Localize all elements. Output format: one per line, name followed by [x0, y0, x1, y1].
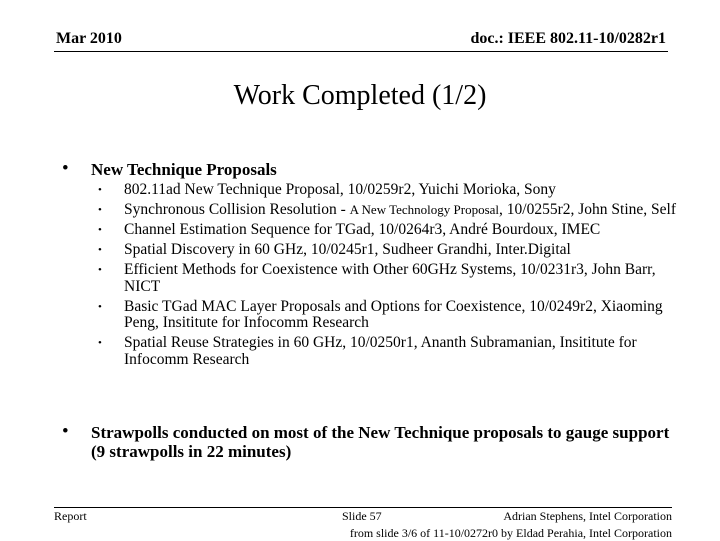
bullet-dot-icon: • — [98, 300, 102, 313]
bullet-dot-icon: • — [62, 421, 69, 442]
header-divider — [54, 51, 668, 52]
bullet-dot-icon: • — [98, 184, 102, 196]
list-item — [98, 335, 678, 368]
list-item — [98, 182, 678, 199]
proposal-list — [98, 182, 678, 372]
footer-author: Adrian Stephens, Intel Corporation — [503, 509, 672, 523]
bullet-dot-icon: • — [98, 224, 102, 236]
bullet-dot-icon: • — [98, 337, 102, 349]
list-item-text: Basic TGad MAC Layer Proposals and Options for Coexistence, 10/0249r2, Xiaoming Peng, Insititute for Infocomm Research — [124, 297, 663, 331]
bullet-dot-icon: • — [62, 158, 69, 179]
bullet-strawpolls: Strawpolls conducted on most of the New Technique proposals to gauge support (9 strawpolls in 22 minutes) — [91, 423, 670, 461]
list-item — [98, 299, 678, 332]
list-item — [98, 262, 678, 295]
footer-divider — [54, 507, 672, 508]
list-item-text: Spatial Reuse Strategies in 60 GHz, 10/0250r1, Ananth Subramanian, Insititute for Infocomm Research — [124, 334, 637, 368]
header-doc-number: doc.: IEEE 802.11-10/0282r1 — [470, 30, 666, 47]
bullet-dot-icon: • — [98, 264, 102, 276]
bullet-new-technique-proposals: New Technique Proposals — [91, 160, 277, 179]
footer-report-label: Report — [54, 509, 87, 523]
list-item-text: Spatial Discovery in 60 GHz, 10/0245r1, Sudheer Grandhi, Inter.Digital — [124, 241, 571, 258]
list-item-text: Channel Estimation Sequence for TGad, 10/0264r3, André Bourdoux, IMEC — [124, 221, 601, 238]
list-item — [98, 222, 678, 239]
list-item-text: 802.11ad New Technique Proposal, 10/0259r2, Yuichi Morioka, Sony — [124, 181, 556, 198]
bullet-dot-icon: • — [98, 244, 102, 256]
list-item-text-small: A New Technology Proposal — [349, 202, 500, 217]
list-item — [98, 242, 678, 259]
slide-title: Work Completed (1/2) — [233, 80, 487, 111]
footer-slide-number: Slide 57 — [342, 509, 382, 523]
list-item — [98, 202, 678, 219]
list-item-text: Efficient Methods for Coexistence with Other 60GHz Systems, 10/0231r3, John Barr, NICT — [124, 261, 656, 295]
footer-source: from slide 3/6 of 11-10/0272r0 by Eldad Perahia, Intel Corporation — [349, 526, 672, 540]
list-item-text-post: , 10/0255r2, John Stine, Self — [499, 201, 677, 218]
bullet-dot-icon: • — [98, 204, 102, 216]
list-item-text-pre: Synchronous Collision Resolution - — [124, 201, 350, 218]
header-date: Mar 2010 — [56, 30, 122, 47]
